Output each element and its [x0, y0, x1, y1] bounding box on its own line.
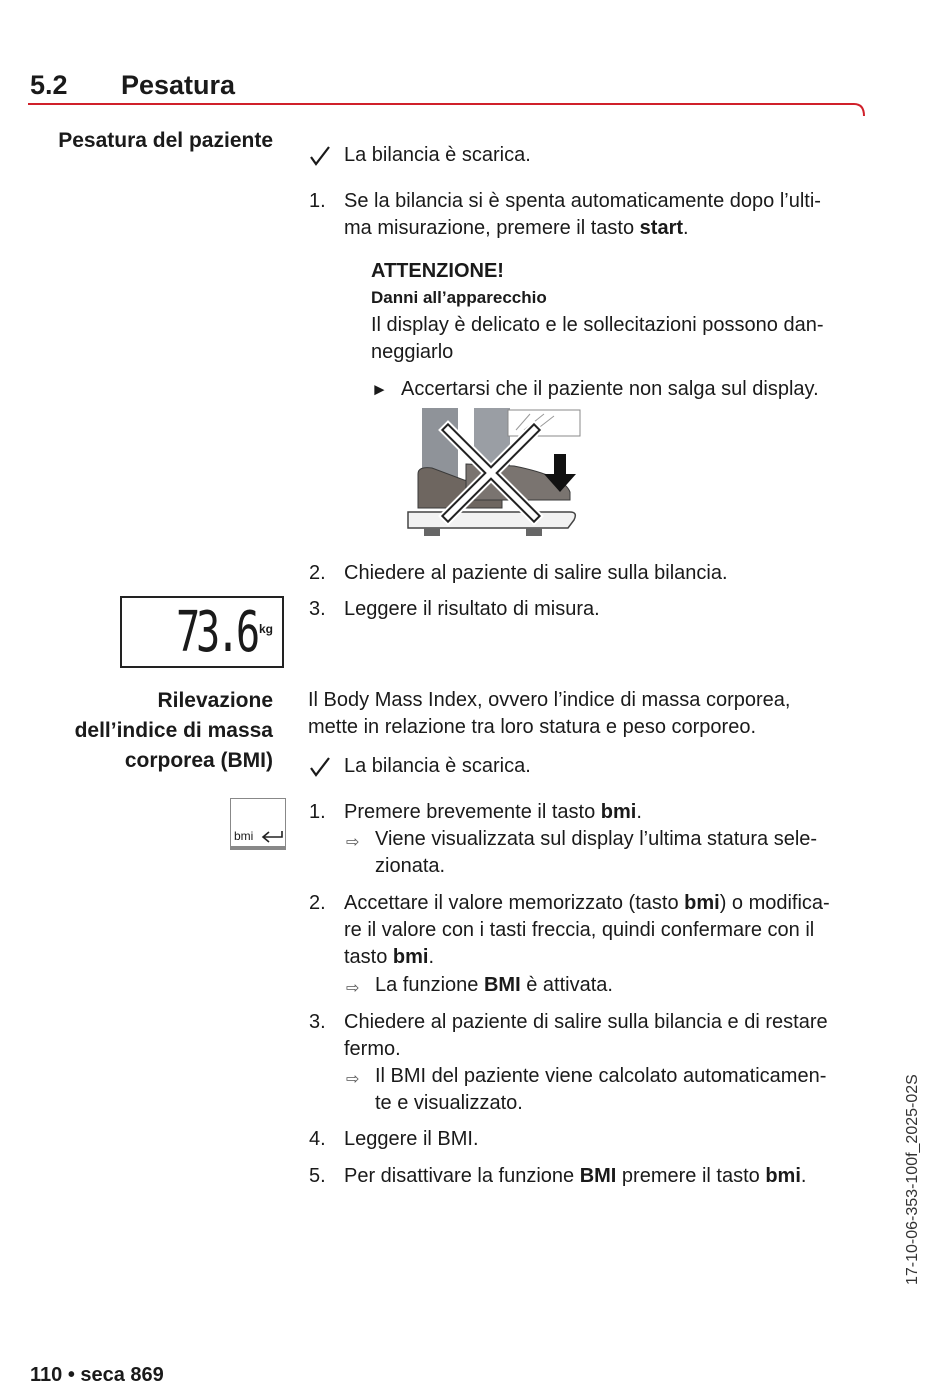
step3-text: Leggere il risultato di misura.	[344, 598, 600, 620]
weight-display-unit: kg	[259, 622, 274, 636]
step1-line2: ma misurazione, premere il tasto start.	[344, 217, 689, 239]
step-number: 3.	[309, 598, 326, 620]
bmi-step1: Premere brevemente il tasto bmi.	[344, 801, 642, 823]
warning-action: Accertarsi che il paziente non salga sul display.	[401, 378, 819, 400]
warning-subtitle: Danni all’apparecchio	[371, 288, 547, 307]
step-number: 2.	[309, 562, 326, 584]
section-rule	[28, 98, 868, 120]
check-icon	[309, 756, 331, 778]
result-arrow-icon: ⇨	[346, 834, 360, 851]
bmi-step5: Per disattivare la funzione BMI premere il tasto bmi.	[344, 1165, 807, 1187]
result-arrow-icon: ⇨	[346, 980, 360, 997]
page-footer: 110 • seca 869	[30, 1364, 164, 1386]
bmi-intro-line1: Il Body Mass Index, ovvero l’indice di massa corporea,	[308, 689, 791, 711]
bmi-step2-line3: tasto bmi.	[344, 946, 435, 968]
step-number: 4.	[309, 1128, 326, 1150]
bmi-intro-line2: mette in relazione tra loro statura e peso corporeo.	[308, 716, 757, 738]
bmi-step3-result-line1: Il BMI del paziente viene calcolato automaticamen-	[375, 1065, 827, 1087]
warning-title: ATTENZIONE!	[371, 260, 504, 282]
enter-icon	[260, 829, 284, 843]
bmi-step2-line1: Accettare il valore memorizzato (tasto bmi) o modifica-	[344, 892, 830, 914]
bmi-heading-line2: dell’indice di massa	[74, 719, 273, 742]
bmi-step3-line2: fermo.	[344, 1038, 401, 1060]
bmi-step4: Leggere il BMI.	[344, 1128, 479, 1150]
warning-text-line1: Il display è delicato e le sollecitazioni possono dan-	[371, 314, 824, 336]
step-number: 1.	[309, 190, 326, 212]
step2-text: Chiedere al paziente di salire sulla bilancia.	[344, 562, 728, 584]
bmi-heading-line1: Rilevazione	[157, 689, 273, 712]
bmi-step3-result-line2: te e visualizzato.	[375, 1092, 523, 1114]
result-arrow-icon: ⇨	[346, 1071, 360, 1088]
bmi-heading-line3: corporea (BMI)	[124, 749, 273, 772]
bmi-step2-result: La funzione BMI è attivata.	[375, 974, 613, 996]
step-number: 1.	[309, 801, 326, 823]
document-id: 17-10-06-353-100f_2025-02S	[904, 1074, 921, 1285]
weighing-heading: Pesatura del paziente	[58, 129, 273, 152]
scale-warning-illustration	[404, 408, 584, 540]
bmi-step1-result-line2: zionata.	[375, 855, 446, 877]
weighing-precondition: La bilancia è scarica.	[344, 144, 531, 166]
step-number: 2.	[309, 892, 326, 914]
warning-text-line2: neggiarlo	[371, 341, 454, 363]
step1-line1: Se la bilancia si è spenta automaticamente dopo l’ulti-	[344, 190, 821, 212]
bmi-step3-line1: Chiedere al paziente di salire sulla bilancia e di restare	[344, 1011, 828, 1033]
section-number: 5.2	[30, 70, 68, 100]
key-start: start	[639, 217, 684, 239]
weight-display-value: 73.6	[176, 600, 256, 665]
step-number: 3.	[309, 1011, 326, 1033]
step-number: 5.	[309, 1165, 326, 1187]
bmi-step2-line2: re il valore con i tasti freccia, quindi confermare con il	[344, 919, 815, 941]
section-title: Pesatura	[121, 70, 236, 100]
bmi-key-label: bmi	[234, 829, 254, 843]
bmi-step1-result-line1: Viene visualizzata sul display l’ultima statura sele-	[375, 828, 818, 850]
bmi-precondition: La bilancia è scarica.	[344, 755, 531, 777]
action-marker-icon: ►	[371, 380, 388, 399]
check-icon	[309, 145, 331, 167]
